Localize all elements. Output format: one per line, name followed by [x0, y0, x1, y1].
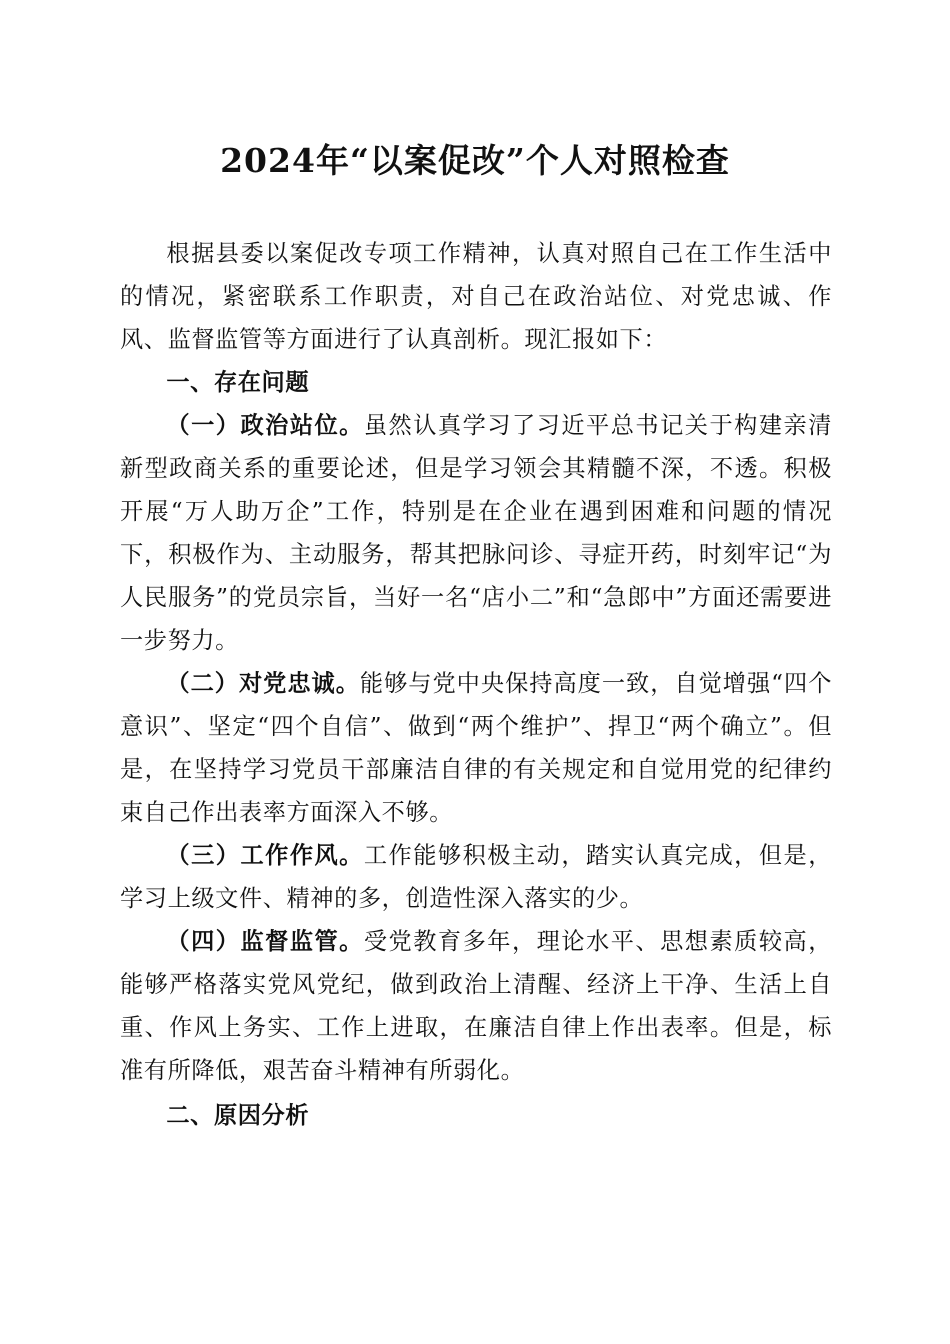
item-label: （三）工作作风。	[166, 842, 364, 869]
intro-paragraph: 根据县委以案促改专项工作精神，认真对照自己在工作生活中的情况，紧密联系工作职责，对自己在政治站位、对党忠诚、作风、监督监管等方面进行了认真剖析。现汇报如下：	[120, 240, 832, 353]
section-heading-problems: 一、存在问题	[166, 369, 310, 396]
section-heading-cause-analysis: 二、原因分析	[166, 1102, 310, 1129]
document-title: 2024年“以案促改”个人对照检查	[220, 141, 730, 180]
item-label: （四）监督监管。	[166, 928, 364, 955]
item-supervision	[120, 920, 832, 1092]
item-label: （一）政治站位。	[166, 412, 364, 439]
item-text: 工作能够积极主动，踏实认真完成，但是，学习上级文件、精神的多，创造性深入落实的少。	[120, 842, 832, 912]
item-text: 能够与党中央保持高度一致，自觉增强“四个意识”、坚定“四个自信”、做到“两个维护”、捍卫“两个确立”。但是，在坚持学习党员干部廉洁自律的有关规定和自觉用党的纪律约束自己作出表率方面深入不够。	[120, 670, 832, 826]
item-party-loyalty	[120, 662, 832, 834]
document-body	[120, 232, 832, 1137]
item-political-stance	[120, 404, 832, 662]
item-work-style	[120, 834, 832, 920]
item-label: （二）对党忠诚。	[166, 670, 360, 697]
item-text: 虽然认真学习了习近平总书记关于构建亲清新型政商关系的重要论述，但是学习领会其精髓不深，不透。积极开展“万人助万企”工作，特别是在企业在遇到困难和问题的情况下，积极作为、主动服务，帮其把脉问诊、寻症开药，时刻牢记“为人民服务”的党员宗旨，当好一名“店小二”和“急郎中”方面还需要进一步努力。	[120, 412, 832, 654]
item-text: 受党教育多年，理论水平、思想素质较高，能够严格落实党风党纪，做到政治上清醒、经济上干净、生活上自重、作风上务实、工作上进取，在廉洁自律上作出表率。但是，标准有所降低，艰苦奋斗精神有所弱化。	[120, 928, 832, 1084]
